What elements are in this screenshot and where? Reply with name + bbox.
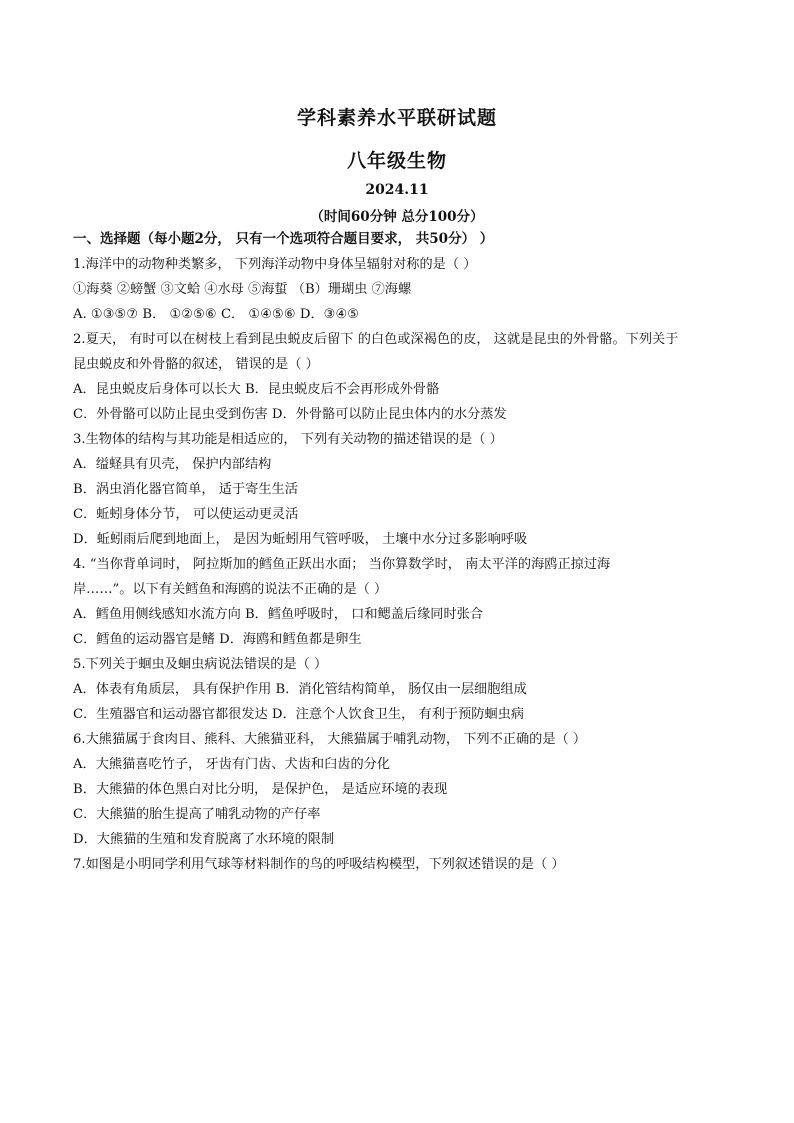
question-4-stem-line2: 岸……”。以下有关鳕鱼和海鸥的说法不正确的是（ ）	[73, 582, 388, 597]
question-5-options-cd: C．生殖器官和运动器官都很发达 D．注意个人饮食卫生， 有利于预防蛔虫病	[73, 707, 525, 722]
question-6-option-b: B．大熊猫的体色黑白对比分明， 是保护色， 是适应环境的表现	[73, 782, 448, 797]
question-4-stem-line1: 4. “当你背单词时， 阿拉斯加的鳕鱼正跃出水面； 当你算数学时， 南太平洋的海鸥正掠过海	[73, 557, 611, 572]
question-2-stem-line1: 2.夏天， 有时可以在树枝上看到昆虫蜕皮后留下 的白色或深褐色的皮， 这就是昆虫的外骨骼。下列关于	[73, 332, 679, 347]
question-1-options: A. ①③⑤⑦ B． ①②⑤⑥ C． ①④⑤⑥ D．③④⑤	[73, 307, 360, 322]
question-3-option-b: B．涡虫消化器官简单， 适于寄生生活	[73, 482, 298, 497]
question-7-stem: 7.如图是小明同学利用气球等材料制作的鸟的呼吸结构模型，下列叙述错误的是（ ）	[73, 857, 565, 872]
question-6-stem: 6.大熊猫属于食肉目、熊科、大熊猫亚科， 大熊猫属于哺乳动物， 下列不正确的是（ ）	[73, 732, 587, 747]
question-4-options-cd: C．鳕鱼的运动器官是鳍 D．海鸥和鳕鱼都是卵生	[73, 632, 362, 647]
question-3-option-c: C．蚯蚓身体分节， 可以使运动更灵活	[73, 507, 299, 522]
question-6-option-a: A．大熊猫喜吃竹子， 牙齿有门齿、犬齿和臼齿的分化	[73, 757, 391, 772]
question-6-option-c: C．大熊猫的胎生提高了哺乳动物的产仔率	[73, 807, 321, 822]
question-2-stem-line2: 昆虫蜕皮和外骨骼的叙述， 错误的是（ ）	[73, 357, 319, 372]
section-heading: 一、选择题（每小题2分， 只有一个选项符合题目要求， 共50分） ）	[73, 231, 494, 247]
question-6-option-d: D．大熊猫的生殖和发育脱离了水环境的限制	[73, 832, 335, 847]
exam-title: 学科素养水平联研试题	[296, 107, 497, 129]
exam-time-info: （时间60分钟 总分100分）	[310, 209, 484, 225]
question-2-options-ab: A．昆虫蜕皮后身体可以长大 B．昆虫蜕皮后不会再形成外骨骼	[73, 382, 440, 397]
exam-date: 2024.11	[365, 182, 429, 198]
question-3-option-d: D．蚯蚓雨后爬到地面上， 是因为蚯蚓用气管呼吸， 土壤中水分过多影响呼吸	[73, 532, 528, 547]
question-1-stem: 1.海洋中的动物种类繁多， 下列海洋动物中身体呈辐射对称的是（ ）	[73, 257, 477, 272]
question-5-stem: 5.下列关于蛔虫及蛔虫病说法错误的是（ ）	[73, 657, 328, 672]
question-5-options-ab: A．体表有角质层， 具有保护作用 B．消化管结构简单， 肠仅由一层细胞组成	[73, 682, 527, 697]
question-3-stem: 3.生物体的结构与其功能是相适应的， 下列有关动物的描述错误的是（ ）	[73, 432, 503, 447]
exam-subject: 八年级生物	[346, 150, 447, 172]
question-4-options-ab: A．鳕鱼用侧线感知水流方向 B．鳕鱼呼吸时， 口和鳃盖后缘同时张合	[73, 607, 484, 622]
question-1-items: ①海葵 ②螃蟹 ③文蛤 ④水母 ⑤海蜇 （B）珊瑚虫 ⑦海螺	[73, 282, 412, 297]
question-3-option-a: A．缢蛏具有贝壳， 保护内部结构	[73, 457, 272, 472]
question-2-options-cd: C．外骨骼可以防止昆虫受到伤害 D．外骨骼可以防止昆虫体内的水分蒸发	[73, 407, 507, 422]
